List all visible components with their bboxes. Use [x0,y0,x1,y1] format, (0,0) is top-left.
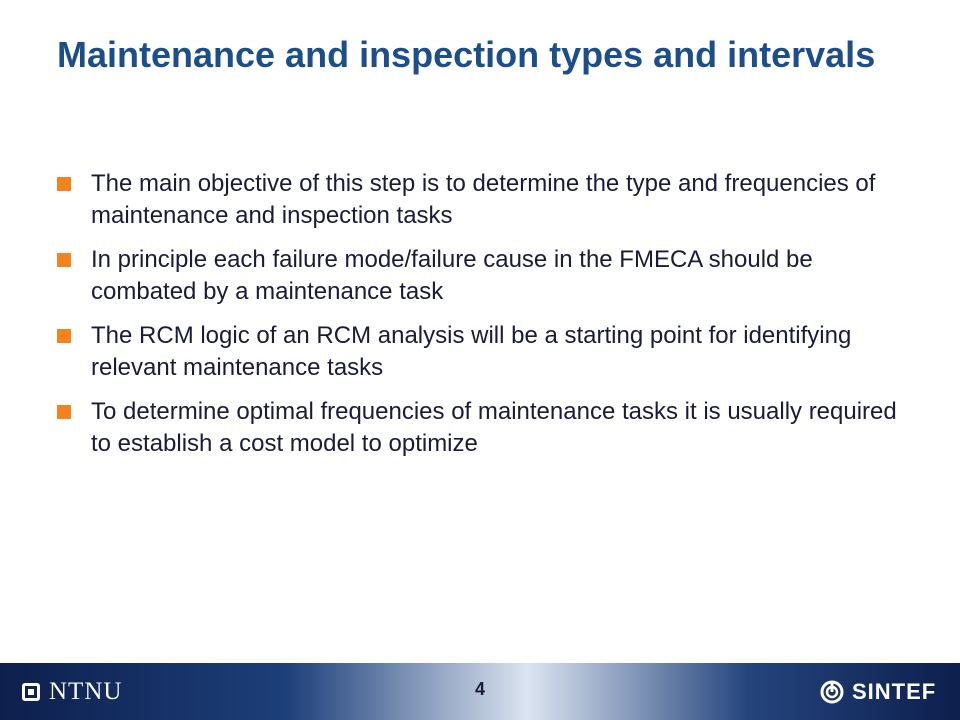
bullet-square-icon [57,177,71,191]
page-number: 4 [474,679,485,699]
slide-title: Maintenance and inspection types and intervals [57,34,876,75]
bullet-text: The main objective of this step is to determine the type and frequencies of maintenance and inspection tasks [91,170,876,229]
ntnu-square-icon [22,683,40,701]
bullet-item [57,244,917,308]
bullet-square-icon [57,405,71,419]
bullet-list [57,168,917,472]
bullet-item [57,320,917,384]
ntnu-logo [22,679,122,705]
bullet-text: The RCM logic of an RCM analysis will be a starting point for identifying relevant maintenance tasks [91,322,852,381]
sintef-logo-text: SINTEF [852,679,937,704]
bullet-item [57,396,917,460]
bullet-text: In principle each failure mode/failure cause in the FMECA should be combated by a maintenance task [91,246,813,305]
bullet-item [57,168,917,232]
ntnu-logo-text: NTNU [49,678,123,705]
bullet-square-icon [57,253,71,267]
footer-bar [0,663,960,720]
bullet-text: To determine optimal frequencies of maintenance tasks it is usually required to establish a cost model to optimize [91,398,897,457]
bullet-square-icon [57,329,71,343]
sintef-logo [820,678,936,706]
sintef-ring-icon [820,680,844,704]
